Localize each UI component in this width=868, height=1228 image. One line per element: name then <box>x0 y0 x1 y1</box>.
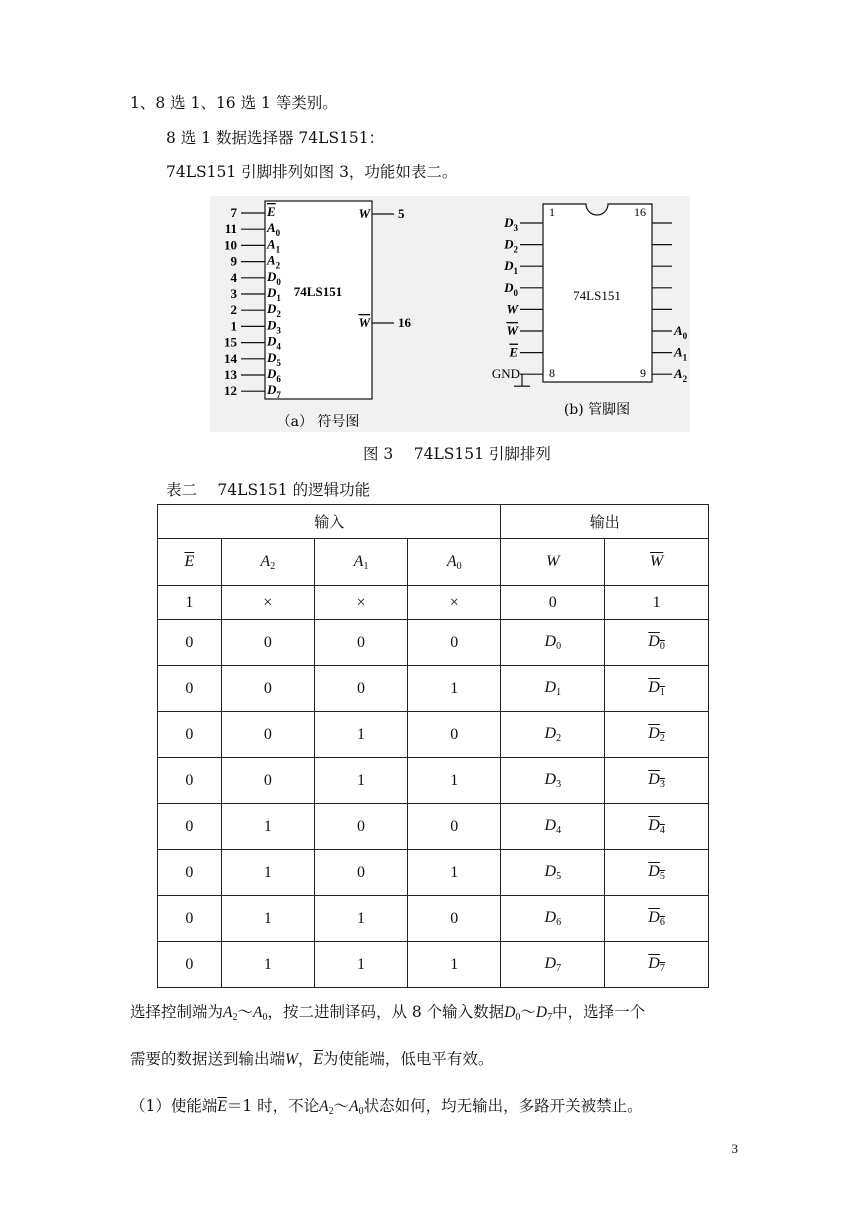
table-cell: 0 <box>408 804 501 850</box>
table-cell: 1 <box>314 758 407 804</box>
table-cell: 0 <box>221 758 314 804</box>
pinout-gnd-label: GND <box>491 366 520 382</box>
symbol-pin-number: 1 <box>230 318 237 334</box>
p1-text-b: ，按二进制译码，从 8 个输入数据 <box>267 1003 505 1021</box>
header-cell-3: $A_0$ <box>408 539 501 586</box>
output-w-cell: $D_6$ <box>501 896 605 942</box>
symbol-pin-number: 12 <box>224 383 237 399</box>
table-cell: 1 <box>314 896 407 942</box>
intro-line-2: 8 选 1 数据选择器 74LS151： <box>166 129 385 147</box>
table-cell: 0 <box>408 712 501 758</box>
table-cell: 0 <box>314 666 407 712</box>
intro-line-3: 74LS151 引脚排列如图 3，功能如表二。 <box>166 163 458 181</box>
pinout-num-16: 16 <box>634 205 646 219</box>
symbol-pin-name: $D_6$ <box>267 366 281 384</box>
symbol-pin-number: 9 <box>230 253 237 269</box>
table-row-disabled <box>158 586 709 620</box>
p1-sym-a2: $A_2$ <box>223 1004 238 1023</box>
symbol-pin-name: $D_7$ <box>267 382 281 401</box>
pinout-left-name: $D_2$ <box>504 236 518 255</box>
figure-3-pinout <box>200 196 700 436</box>
output-w-cell: $D_7$ <box>501 942 605 988</box>
table-header-row <box>158 539 709 586</box>
table-cell: 0 <box>158 850 222 896</box>
header-cell-4: W <box>501 539 605 586</box>
p3-sym-e-bar: $\overline{E}$ <box>217 1098 227 1115</box>
table-cell: 1 <box>408 666 501 712</box>
p3-text-c: 状态如何，均无输出，多路开关被禁止。 <box>363 1097 643 1115</box>
symbol-pin-name: $A_1$ <box>267 236 281 255</box>
disabled-cell-5: 1 <box>605 586 709 620</box>
table-cell: 1 <box>221 942 314 988</box>
pinout-chip-label: 74LS151 <box>573 288 621 303</box>
table-cell: 0 <box>314 850 407 896</box>
output-w-cell: $D_4$ <box>501 804 605 850</box>
disabled-cell-2: × <box>314 586 407 620</box>
output-w-cell: $D_0$ <box>501 620 605 666</box>
header-input-group: 输入 <box>158 505 501 539</box>
symbol-pin-number: 13 <box>224 367 237 382</box>
p1-text-c: 中，选择一个 <box>552 1003 646 1021</box>
symbol-pin-name: E <box>267 204 276 219</box>
output-wbar-cell: $D_1$ <box>605 666 709 712</box>
table-cell: 0 <box>221 712 314 758</box>
table-cell: 0 <box>408 620 501 666</box>
header-cell-1: $A_2$ <box>221 539 314 586</box>
symbol-pin-name: $A_2$ <box>267 252 281 271</box>
header-output-group: 输出 <box>501 505 709 539</box>
symbol-pin-name: $D_2$ <box>267 301 281 320</box>
table-cell: 1 <box>408 942 501 988</box>
output-wbar-cell: $D_0$ <box>605 620 709 666</box>
paragraph-3: （1）使能端$\overline{E}=1$ 时，不论$A_2\sim A_0$状态如何，均无输出，多路开关被禁止。 <box>130 1097 643 1117</box>
table-cell: 0 <box>158 620 222 666</box>
pinout-caption: (b) 管脚图 <box>563 402 631 418</box>
p1-sym-d0: $D_0$ <box>504 1004 521 1023</box>
table-row <box>158 758 709 804</box>
p1-sym-a0: $A_0$ <box>253 1004 268 1023</box>
symbol-pin-number: 11 <box>224 221 237 237</box>
paragraph-1: 选择控制端为$A_2\sim A_0$，按二进制译码，从 8 个输入数据$D_0\sim D_7$中，选择一个 <box>130 1003 646 1023</box>
p2-sym-e-bar: $\overline{E}$ <box>313 1051 323 1068</box>
pinout-right-name: $A_1$ <box>674 344 688 363</box>
symbol-pin-number: 7 <box>230 205 237 220</box>
disabled-cell-4: 0 <box>501 586 605 620</box>
table-cell: 0 <box>314 620 407 666</box>
symbol-pin-name: $D_1$ <box>267 285 281 303</box>
output-wbar-cell: $D_7$ <box>605 942 709 988</box>
symbol-pin-number: 10 <box>224 237 237 253</box>
symbol-out-number: 16 <box>398 315 411 330</box>
symbol-pin-number: 4 <box>230 269 237 285</box>
table-cell: 1 <box>221 804 314 850</box>
symbol-out-name: W <box>358 315 370 330</box>
output-wbar-cell: $D_3$ <box>605 758 709 804</box>
output-wbar-cell: $D_5$ <box>605 850 709 896</box>
symbol-pin-name: $D_0$ <box>267 268 281 287</box>
table-cell: 0 <box>158 666 222 712</box>
p3-sym-a2: $A_2$ <box>319 1098 334 1117</box>
table-cell: 1 <box>221 896 314 942</box>
disabled-cell-3: × <box>408 586 501 620</box>
symbol-pin-name: $D_3$ <box>267 317 281 336</box>
output-wbar-cell: $D_6$ <box>605 896 709 942</box>
table-cell: 0 <box>158 942 222 988</box>
table-row <box>158 620 709 666</box>
symbol-box <box>265 201 372 399</box>
pinout-left-name: W <box>506 301 518 317</box>
table-title: 表二 74LS151 的逻辑功能 <box>166 481 371 499</box>
table-cell: 0 <box>158 896 222 942</box>
logic-function-table <box>157 504 709 988</box>
output-w-cell: $D_5$ <box>501 850 605 896</box>
pinout-right-name: $A_2$ <box>674 366 688 385</box>
table-row <box>158 712 709 758</box>
pinout-num-1: 1 <box>549 205 555 219</box>
pinout-left-name: $D_0$ <box>504 279 518 298</box>
p1-sym-d7: $D_7$ <box>535 1004 553 1023</box>
symbol-pin-number: 15 <box>224 334 237 350</box>
header-cell-2: $A_1$ <box>314 539 407 586</box>
paragraph-2 <box>130 1047 493 1069</box>
symbol-out-number: 5 <box>398 206 405 221</box>
output-wbar-cell: $D_4$ <box>605 804 709 850</box>
table-cell: 1 <box>314 942 407 988</box>
pinout-left-name: E <box>509 344 518 360</box>
page-number: 3 <box>731 1141 738 1156</box>
intro-line-1: 1、8 选 1、16 选 1 等类别。 <box>130 94 338 112</box>
output-wbar-cell: $D_2$ <box>605 712 709 758</box>
pinout-left-name: $D_1$ <box>504 258 518 277</box>
header-cell-5: $\overline{W}$ <box>605 539 709 586</box>
table-cell: 0 <box>408 896 501 942</box>
symbol-pin-name: $A_0$ <box>267 220 281 239</box>
p3-text-b: ＝1 时，不论 <box>226 1097 320 1115</box>
p2-text-a: 需要的数据送到输出端 <box>130 1050 286 1068</box>
header-cell-0: $\overline{E}$ <box>158 539 222 586</box>
table-cell: 1 <box>221 850 314 896</box>
table-row <box>158 896 709 942</box>
disabled-cell-1: × <box>221 586 314 620</box>
p2-text-c: 为使能端，低电平有效。 <box>322 1050 494 1068</box>
table-cell: 0 <box>158 804 222 850</box>
table-cell: 0 <box>221 620 314 666</box>
table-cell: 0 <box>158 758 222 804</box>
table-row <box>158 850 709 896</box>
table-row <box>158 942 709 988</box>
pinout-left-name: W <box>506 323 518 338</box>
p1-tilde: ～ <box>237 1003 253 1021</box>
output-w-cell: $D_2$ <box>501 712 605 758</box>
table-row <box>158 804 709 850</box>
symbol-caption: （a） 符号图 <box>276 414 360 430</box>
symbol-pin-name: $D_5$ <box>267 349 281 368</box>
table-cell: 1 <box>408 850 501 896</box>
table-cell: 0 <box>158 712 222 758</box>
table-row <box>158 666 709 712</box>
table-data-rows <box>158 620 709 988</box>
p2-text-b: ， <box>297 1050 314 1068</box>
table-cell: 1 <box>314 712 407 758</box>
p3-sym-a0: $A_0$ <box>349 1098 364 1117</box>
table-cell: 0 <box>221 666 314 712</box>
symbol-pin-number: 14 <box>224 350 237 366</box>
symbol-out-name: W <box>358 206 370 221</box>
p3-text-a: （1）使能端 <box>130 1097 218 1115</box>
pinout-num-8: 8 <box>549 366 555 380</box>
output-w-cell: $D_3$ <box>501 758 605 804</box>
table-cell: 1 <box>408 758 501 804</box>
pinout-num-9: 9 <box>640 366 646 380</box>
p2-sym-w: W <box>285 1051 298 1068</box>
figure-caption: 图 3 74LS151 引脚排列 <box>363 445 551 463</box>
symbol-pin-name: $D_4$ <box>267 333 281 352</box>
p1-text-a: 选择控制端为 <box>130 1003 224 1021</box>
disabled-cell-0: 1 <box>158 586 222 620</box>
pinout-right-name: $A_0$ <box>674 323 688 341</box>
table-cell: 0 <box>314 804 407 850</box>
pinout-left-name: $D_3$ <box>504 215 518 233</box>
output-w-cell: $D_1$ <box>501 666 605 712</box>
symbol-pin-number: 3 <box>230 286 237 301</box>
symbol-chip-label: 74LS151 <box>293 284 343 299</box>
symbol-pin-number: 2 <box>230 302 237 318</box>
